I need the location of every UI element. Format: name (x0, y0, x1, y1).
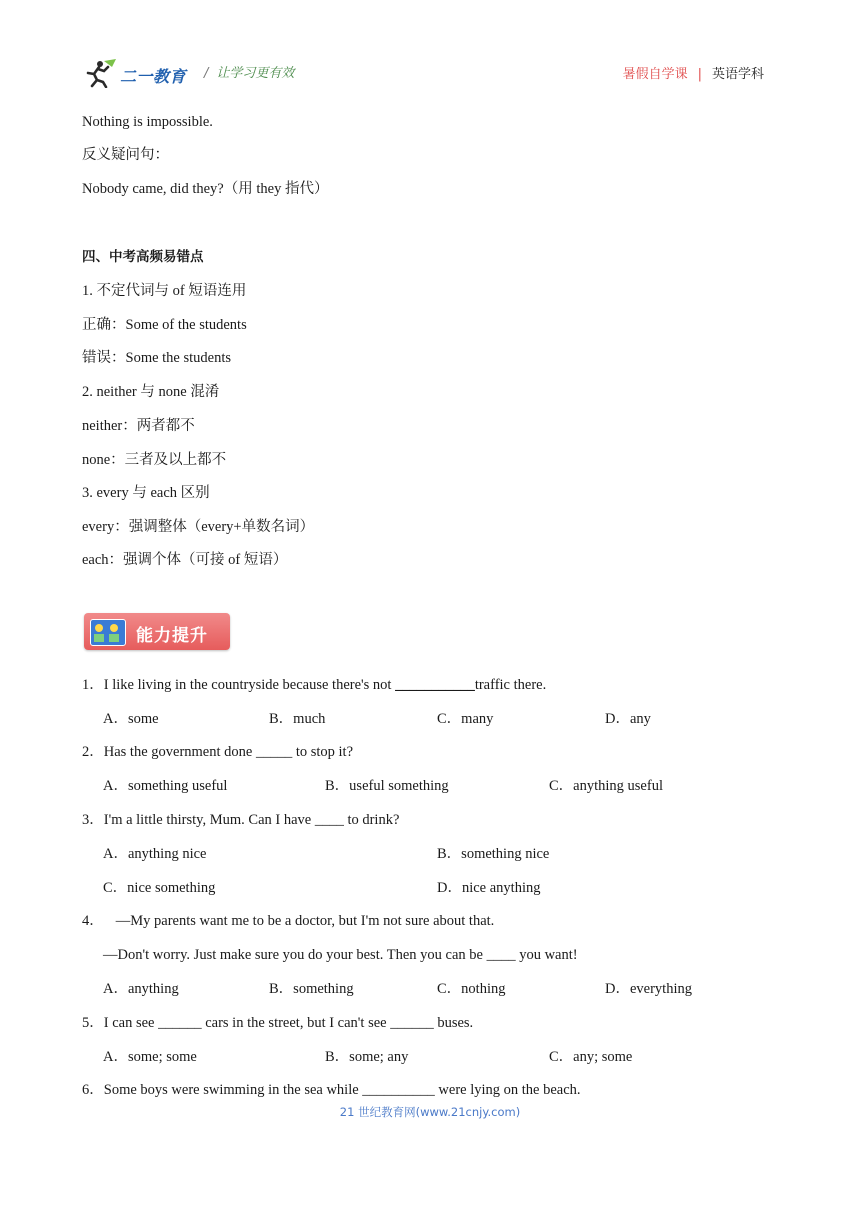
classroom-icon (90, 619, 126, 646)
question-text: I can see ______ cars in the street, but I can't see ______ buses. (103, 1015, 474, 1031)
option-b: B．some; any (325, 1049, 409, 1065)
option-a: A．something useful (103, 778, 228, 794)
option-d: D．any (605, 711, 651, 727)
running-man-icon (82, 58, 118, 88)
question-3 (82, 810, 399, 830)
note-line: Nobody came, did they?（用 they 指代） (82, 181, 329, 197)
question-text-tail: traffic there. (474, 677, 547, 693)
option-a: A．anything nice (103, 846, 207, 862)
section-item: each：强调个体（可接 of 短语） (82, 552, 288, 568)
course-label: 暑假自学课 (622, 67, 688, 82)
page-header (82, 56, 768, 88)
section-item: every：强调整体（every+单数名词） (82, 519, 315, 535)
section-item: none：三者及以上都不 (82, 452, 227, 468)
question-text: I like living in the countryside because there's not (103, 677, 396, 693)
option-b: B．something (269, 981, 354, 997)
question-2 (82, 742, 353, 762)
option-c: C．many (437, 711, 494, 727)
tag-separator: | (697, 67, 702, 82)
section-item: 3. every 与 each 区别 (82, 485, 210, 501)
question-1 (82, 675, 546, 695)
option-b: B．much (269, 711, 326, 727)
question-text-line2: —Don't worry. Just make sure you do your best. Then you can be ____ you want! (103, 947, 578, 963)
question-number: 1． (82, 677, 104, 693)
question-text: —My parents want me to be a doctor, but I'm not sure about that. (115, 913, 495, 929)
section-title: 四、中考高频易错点 (82, 249, 204, 265)
option-c: C．nice something (103, 880, 216, 896)
section-item: 错误：Some the students (82, 350, 232, 366)
logo-text: 二一教育 (120, 67, 187, 86)
subject-label: 英语学科 (711, 67, 764, 82)
option-c: C．nothing (437, 981, 506, 997)
question-text: Some boys were swimming in the sea while __________ were lying on the beach. (103, 1082, 581, 1098)
question-number: 2． (82, 744, 104, 760)
slogan-slash: / (204, 66, 209, 81)
question-number: 5． (82, 1015, 104, 1031)
question-text: Has the government done _____ to stop it? (103, 744, 354, 760)
question-number: 6． (82, 1082, 104, 1098)
section-item: 正确：Some of the students (82, 317, 247, 333)
question-number: 3． (82, 812, 104, 828)
option-c: C．anything useful (549, 778, 663, 794)
question-5 (82, 1013, 473, 1033)
note-line: 反义疑问句： (82, 147, 169, 163)
option-a: A．anything (103, 981, 179, 997)
option-a: A．some (103, 711, 159, 727)
note-line: Nothing is impossible. (82, 114, 213, 130)
question-4 (82, 911, 494, 931)
answer-blank: ___________ (395, 677, 475, 693)
section-item: 2. neither 与 none 混淆 (82, 384, 220, 400)
section-item: 1. 不定代词与 of 短语连用 (82, 283, 247, 299)
question-text: I'm a little thirsty, Mum. Can I have ____ to drink? (103, 812, 400, 828)
option-b: B．useful something (325, 778, 449, 794)
brand-logo (82, 58, 192, 88)
slogan (204, 62, 294, 81)
badge-label: 能力提升 (136, 626, 208, 646)
option-c: C．any; some (549, 1049, 633, 1065)
section-item: neither：两者都不 (82, 418, 195, 434)
page-footer: 21 世纪教育网(www.21cnjy.com) (339, 1105, 521, 1119)
option-b: B．something nice (437, 846, 550, 862)
ability-badge (84, 613, 230, 650)
option-d: D．nice anything (437, 880, 541, 896)
question-6 (82, 1080, 581, 1100)
option-a: A．some; some (103, 1049, 197, 1065)
question-number: 4． (82, 913, 104, 929)
course-tag (623, 63, 764, 82)
option-d: D．everything (605, 981, 692, 997)
slogan-text: 让学习更有效 (216, 66, 295, 81)
